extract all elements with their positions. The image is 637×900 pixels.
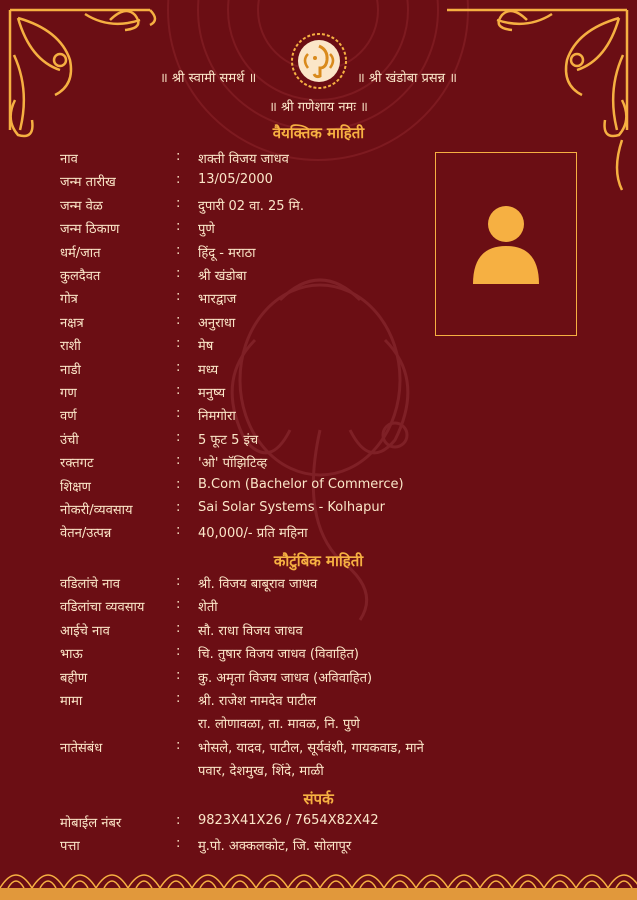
field-value: कु. अमृता विजय जाधव (अविवाहित) bbox=[198, 670, 373, 686]
field-separator: : bbox=[176, 667, 181, 683]
field-separator: : bbox=[176, 500, 181, 515]
field-value: चि. तुषार विजय जाधव (विवाहित) bbox=[198, 647, 359, 663]
field-value: शक्ती विजय जाधव bbox=[198, 152, 289, 167]
field-separator: : bbox=[176, 737, 181, 753]
field-label: वेतन/उत्पन्न bbox=[60, 526, 112, 542]
field-label: नाव bbox=[60, 152, 78, 167]
field-value: सौ. राधा विजय जाधव bbox=[198, 623, 303, 639]
field-separator: : bbox=[176, 289, 181, 305]
field-value: श्री. विजय बाबूराव जाधव bbox=[198, 577, 318, 592]
field-separator: : bbox=[176, 266, 181, 281]
field-label: गोत्र bbox=[60, 292, 78, 308]
field-separator: : bbox=[176, 383, 181, 398]
field-value: 5 फूट 5 इंच bbox=[198, 432, 259, 448]
photo-frame bbox=[435, 152, 577, 336]
field-label: उंची bbox=[60, 432, 79, 448]
field-separator: : bbox=[176, 219, 181, 235]
field-value: पुणे bbox=[198, 222, 215, 238]
family-section-title: कौटुंबिक माहिती bbox=[273, 552, 364, 570]
field-label: कुलदैवत bbox=[60, 269, 101, 284]
field-separator: : bbox=[176, 242, 181, 258]
field-separator: : bbox=[176, 574, 181, 589]
field-value: श्री. राजेश नामदेव पाटील bbox=[198, 694, 317, 709]
field-value: मु.पो. अक्कलकोट, जि. सोलापूर bbox=[198, 839, 352, 855]
header-left-text: ॥ श्री स्वामी समर्थ ॥ bbox=[160, 71, 257, 86]
field-label: शिक्षण bbox=[60, 479, 91, 495]
field-label: नातेसंबंध bbox=[60, 740, 103, 756]
field-value: 40,000/- प्रति महिना bbox=[198, 526, 308, 542]
field-value: शेती bbox=[198, 600, 218, 616]
field-label: नोकरी/व्यवसाय bbox=[60, 503, 133, 518]
field-value: भारद्वाज bbox=[198, 292, 237, 308]
field-separator: : bbox=[176, 429, 181, 445]
field-value: श्री खंडोबा bbox=[198, 269, 247, 284]
field-label: धर्म/जात bbox=[60, 245, 101, 261]
field-separator: : bbox=[176, 172, 181, 188]
personal-section-title: वैयक्तिक माहिती bbox=[272, 124, 365, 142]
field-label: जन्म वेळ bbox=[60, 198, 103, 214]
field-separator: : bbox=[176, 453, 181, 469]
field-label: मामा bbox=[60, 694, 83, 709]
field-separator: : bbox=[176, 644, 181, 660]
field-label: नक्षत्र bbox=[60, 315, 84, 331]
field-value: अनुराधा bbox=[198, 315, 236, 331]
header-right-text: ॥ श्री खंडोबा प्रसन्न ॥ bbox=[357, 71, 458, 86]
field-label: नाडी bbox=[60, 362, 81, 378]
field-label: वडिलांचे नाव bbox=[60, 577, 120, 592]
field-value: B.Com (Bachelor of Commerce) bbox=[198, 476, 404, 492]
header-center-text: ॥ श्री गणेशाय नमः ॥ bbox=[269, 100, 368, 115]
field-label: मोबाईल नंबर bbox=[60, 816, 122, 831]
field-separator: : bbox=[176, 406, 181, 422]
field-label: पत्ता bbox=[60, 839, 80, 855]
field-value: 13/05/2000 bbox=[198, 172, 273, 188]
field-value: मेष bbox=[198, 339, 214, 355]
field-label: जन्म तारीख bbox=[60, 175, 116, 191]
field-separator: : bbox=[176, 195, 181, 211]
field-separator: : bbox=[176, 691, 181, 706]
field-value: मनुष्य bbox=[198, 386, 226, 401]
field-separator: : bbox=[176, 597, 181, 613]
field-separator: : bbox=[176, 523, 181, 539]
field-label: वडिलांचा व्यवसाय bbox=[60, 600, 145, 616]
field-value: 9823X41X26 / 7654X82X42 bbox=[198, 813, 379, 828]
field-value: पवार, देशमुख, शिंदे, माळी bbox=[198, 764, 324, 780]
field-separator: : bbox=[176, 476, 181, 492]
field-label: गण bbox=[60, 386, 77, 401]
field-label: भाऊ bbox=[60, 647, 83, 663]
field-separator: : bbox=[176, 312, 181, 328]
bottom-border-ornament bbox=[0, 875, 637, 888]
field-value: 'ओ' पॉझिटिव्ह bbox=[198, 456, 268, 472]
field-label: राशी bbox=[60, 339, 81, 355]
field-label: आईचे नाव bbox=[60, 623, 110, 639]
field-label: रक्तगट bbox=[60, 456, 94, 472]
field-separator: : bbox=[176, 813, 181, 828]
field-separator: : bbox=[176, 359, 181, 375]
field-value: Sai Solar Systems - Kolhapur bbox=[198, 500, 385, 515]
field-separator: : bbox=[176, 620, 181, 636]
field-label: बहीण bbox=[60, 670, 88, 686]
field-value: भोसले, यादव, पाटील, सूर्यवंशी, गायकवाड, माने bbox=[198, 740, 424, 756]
field-label: वर्ण bbox=[60, 409, 77, 425]
field-value: मध्य bbox=[198, 362, 219, 378]
field-value: रा. लोणावळा, ता. मावळ, नि. पुणे bbox=[198, 717, 360, 733]
header-row bbox=[0, 64, 637, 88]
field-value: हिंदू - मराठा bbox=[198, 245, 256, 261]
field-label: जन्म ठिकाण bbox=[60, 222, 120, 238]
field-value: निमगोरा bbox=[198, 409, 236, 425]
field-separator: : bbox=[176, 336, 181, 352]
field-separator: : bbox=[176, 149, 181, 164]
field-value: दुपारी 02 वा. 25 मि. bbox=[198, 198, 304, 214]
contact-section-title: संपर्क bbox=[303, 790, 334, 808]
field-separator: : bbox=[176, 836, 181, 852]
user-avatar-icon bbox=[436, 153, 575, 334]
bottom-border-band bbox=[0, 888, 637, 900]
